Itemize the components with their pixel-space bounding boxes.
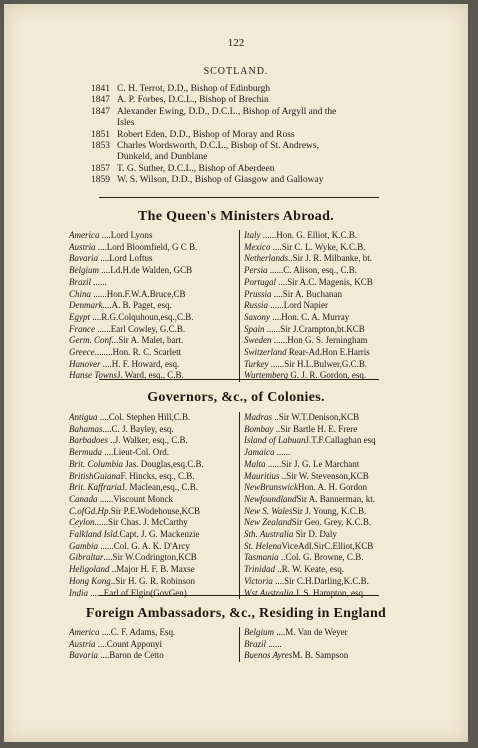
place-name: Hanse Towns — [69, 370, 117, 381]
bishop-name: Robert Eden, D.D., Bishop of Moray and Ross — [117, 129, 295, 140]
leader-dots: .... — [95, 241, 107, 252]
leader-dots: .... — [98, 253, 110, 264]
place-name: Turkey — [244, 358, 269, 369]
office-holder: Hon. R. C. Scarlett — [112, 347, 182, 358]
table-row — [69, 529, 236, 541]
table-row — [244, 517, 411, 529]
table-row — [244, 541, 411, 553]
table-row — [244, 347, 411, 359]
leader-dots: .... — [99, 627, 111, 637]
leader-dots: .... — [102, 447, 114, 458]
office-holder: Sir H. G. R. Robinson — [115, 575, 196, 586]
leader-dots: ...... — [266, 638, 282, 649]
table-row — [244, 335, 411, 347]
office-holder: R.G.Colquhoun,esq.,C.B. — [101, 311, 194, 322]
table-row — [69, 424, 236, 436]
place-name: BritishGuiana — [69, 470, 121, 481]
office-holder: C. Alison, esq., C.B. — [283, 265, 358, 276]
place-name: America — [69, 627, 100, 637]
table-row — [244, 265, 411, 277]
leader-dots: ...... — [91, 288, 107, 299]
office-holder: Hon. A. H. Gordon — [298, 482, 367, 493]
place-name: Hanover — [69, 358, 101, 369]
table-row — [69, 576, 236, 588]
place-name: Greece — [69, 347, 95, 358]
bishop-year: 1847 — [91, 95, 110, 106]
office-holder: Sir P.E.Wodehouse,KCB — [110, 505, 201, 516]
table-row — [69, 482, 236, 494]
bishop-entry — [91, 175, 391, 186]
table-row — [244, 506, 411, 518]
place-name: Brazil — [244, 638, 267, 649]
leader-dots: .... — [270, 311, 282, 322]
office-holder: Sir H.L.Bulwer,G.C.B. — [284, 358, 368, 369]
office-holder: H. F. Howard, esq. — [111, 358, 180, 369]
place-name: Hong Kong — [69, 575, 111, 586]
place-name: Belgium — [244, 627, 274, 637]
table-row — [244, 564, 411, 576]
office-holder: Hon G. S. Jerningham — [287, 335, 368, 346]
place-name: Barbadoes — [69, 435, 108, 446]
place-name: Island of Labuan — [244, 435, 306, 446]
bishop-year: 1841 — [91, 84, 110, 94]
leader-dots: .... — [90, 311, 102, 322]
leader-dots: .... — [98, 650, 110, 661]
bishop-year — [91, 118, 117, 129]
table-row — [244, 627, 411, 639]
table-row — [69, 347, 236, 359]
place-name: Tasmania — [244, 552, 279, 563]
table-row — [244, 639, 411, 651]
ambassadors-heading: Foreign Ambassadors, &c., Residing in England — [85, 606, 387, 621]
office-holder: Rear-Ad.Hon E.Harris — [288, 347, 370, 358]
office-holder: Sir W. Stevenson,KCB — [286, 470, 369, 481]
office-holder: Sir Chas. J. McCarthy — [108, 517, 188, 528]
table-row — [69, 230, 236, 242]
place-name: Brazil — [69, 276, 92, 287]
leader-dots: .... — [100, 358, 112, 369]
leader-dots: .. — [272, 412, 279, 422]
bishop-name: Alexander Ewing, D.D., D.C.L., Bishop of Argyll and the — [117, 106, 337, 117]
table-row — [69, 312, 236, 324]
place-name: Saxony — [244, 311, 270, 322]
bishop-entry — [91, 95, 391, 106]
bishop-entry — [91, 84, 391, 95]
bishop-name: Isles — [117, 118, 135, 129]
place-name: France — [69, 323, 95, 334]
office-holder: Sir J. G. Le Marchant — [281, 458, 360, 469]
place-name: Buenos Ayres — [244, 650, 293, 661]
place-name: Persia — [244, 265, 268, 276]
place-name: Sth. Australia — [244, 529, 294, 540]
office-holder: Lieut-Col. Ord. — [113, 447, 169, 458]
bishop-entry — [91, 164, 391, 175]
table-row — [69, 541, 236, 553]
place-name: India — [69, 587, 88, 598]
table-row — [244, 277, 411, 289]
place-name: New S. Wales — [244, 505, 293, 516]
leader-dots: .. — [113, 335, 119, 346]
table-row — [244, 529, 411, 541]
place-name: Bavaria — [69, 253, 98, 264]
place-name: Germ. Conf. — [69, 335, 114, 346]
leader-dots: .... — [270, 241, 282, 252]
office-holder: Sir J.Crampton,bt.KCB — [280, 323, 365, 334]
table-row — [244, 435, 411, 447]
book-page — [4, 4, 468, 742]
divider-rule — [99, 197, 379, 198]
table-row — [69, 277, 236, 289]
table-row — [69, 650, 236, 662]
bishop-entry — [91, 152, 391, 163]
table-row — [69, 447, 236, 459]
table-row — [69, 289, 236, 301]
bishop-entry — [91, 141, 391, 152]
place-name: Bahamas — [69, 423, 103, 434]
ministers-left-column — [69, 230, 239, 382]
place-name: Switzerland — [244, 347, 287, 358]
office-holder: Sir A.C. Magenis, KCB — [287, 276, 373, 287]
table-row — [244, 253, 411, 265]
table-row — [69, 639, 236, 651]
place-name: Wst.Australia — [244, 587, 294, 598]
table-row — [69, 494, 236, 506]
leader-dots: .... — [271, 288, 283, 299]
leader-dots: .... — [276, 276, 288, 287]
leader-dots: .. — [275, 564, 282, 575]
office-holder: J. S. Hampton, esq. — [295, 587, 366, 598]
leader-dots: .... — [99, 265, 111, 276]
table-row — [244, 494, 411, 506]
place-name: Brit. Kaffraria — [69, 482, 122, 493]
table-row — [69, 627, 236, 639]
office-holder: M. B. Sampson — [292, 650, 349, 661]
leader-dots: .... — [99, 230, 111, 240]
leader-dots: .... — [274, 627, 286, 637]
office-holder: Viscount Monck — [113, 493, 173, 504]
office-holder: J. Ward, esq., C.B. — [116, 370, 184, 381]
office-holder: Capt. J. G. Mackenzie — [119, 529, 200, 540]
leader-dots: ...... — [274, 447, 291, 458]
leader-dots: ...... — [97, 493, 114, 504]
office-holder: Sir Geo. Grey, K.C.B. — [291, 517, 372, 528]
ambassadors-right-column — [239, 627, 411, 662]
leader-dots: ...... — [91, 276, 107, 287]
place-name: Trinidad — [244, 564, 276, 575]
place-name: Bombay — [244, 423, 274, 434]
office-holder: A. B. Paget, esq. — [111, 300, 172, 311]
office-holder: Count Apponyi — [106, 638, 163, 649]
table-row — [244, 447, 411, 459]
place-name: St. Helena — [244, 540, 282, 551]
place-name: Malta — [244, 458, 266, 469]
table-row — [244, 424, 411, 436]
office-holder: Sir W.T.Denison,KCB — [278, 412, 360, 422]
leader-dots: ...... — [88, 587, 104, 598]
office-holder: Sir A. Buchanan — [282, 288, 343, 299]
page-number: 122 — [227, 37, 245, 49]
office-holder: J. Walker, esq., C.B. — [114, 435, 188, 446]
office-holder: Col. G. Browne, C.B. — [285, 552, 364, 563]
table-row — [69, 324, 236, 336]
leader-dots: .. — [273, 423, 281, 434]
table-row — [244, 650, 411, 662]
place-name: Italy — [244, 230, 261, 240]
office-holder: Sir Bartle H. E. Frere — [280, 423, 358, 434]
table-row — [244, 359, 411, 371]
leader-dots: .... — [102, 423, 112, 434]
leader-dots: ........ — [94, 347, 113, 358]
divider-rule — [99, 595, 379, 596]
leader-dots: .... — [95, 638, 107, 649]
table-row — [244, 552, 411, 564]
office-holder: M. Van de Weyer — [285, 627, 348, 637]
ambassadors-left-column — [69, 627, 239, 662]
table-row — [244, 312, 411, 324]
leader-dots: .. — [110, 575, 116, 586]
governors-left-column — [69, 412, 239, 599]
office-holder: Sir C. L. Wyke, K.C.B. — [281, 241, 366, 252]
leader-dots: .... — [272, 575, 285, 586]
place-name: Gibraltar — [69, 552, 104, 563]
table-row — [69, 552, 236, 564]
place-name: Russia — [244, 300, 269, 311]
bishop-year: 1857 — [91, 163, 110, 174]
place-name: America — [69, 230, 100, 240]
place-name: Egypt — [69, 311, 90, 322]
table-row — [69, 253, 236, 265]
office-holder: Earl of Elgin(GovGen) — [103, 587, 187, 598]
table-row — [244, 289, 411, 301]
bishop-year: 1847 — [91, 106, 110, 117]
office-holder: ViceAdl.SirC.Elliot,KCB — [281, 540, 374, 551]
table-row — [69, 471, 236, 483]
leader-dots: .... — [103, 552, 113, 563]
office-holder: Lord Bloomfield, G C B. — [106, 241, 198, 252]
office-holder: Earl Cowley, G.C.B. — [110, 323, 186, 334]
bishop-year: 1851 — [91, 129, 110, 140]
place-name: C.ofGd.Hp. — [69, 505, 111, 516]
place-name: Gambia — [69, 540, 98, 551]
leader-dots: ...... — [268, 358, 285, 369]
office-holder: Ld.H.de Walden, GCB — [110, 265, 193, 276]
table-row — [69, 517, 236, 529]
place-name: Madras — [244, 412, 273, 422]
place-name: Bavaria — [69, 650, 98, 661]
bishop-name: Dunkeld, and Dunblane — [117, 152, 208, 163]
place-name: Wurtemberg — [244, 370, 289, 381]
ministers-table — [69, 230, 411, 382]
leader-dots: ...... — [268, 300, 284, 311]
table-row — [244, 412, 411, 424]
governors-heading: Governors, &c., of Colonies. — [147, 390, 325, 405]
office-holder: Hon. C. A. Murray — [281, 311, 350, 322]
office-holder: Col. G. A. K. D'Arcy — [113, 540, 190, 551]
leader-dots: .. — [108, 435, 115, 446]
leader-dots: ...... — [267, 265, 284, 276]
place-name: Mauritius — [244, 470, 280, 481]
place-name: Bermuda — [69, 447, 102, 458]
place-name: Victoria — [244, 575, 273, 586]
office-holder: G. J. R. Gordon, esq. — [290, 370, 367, 381]
place-name: Netherlands — [244, 253, 288, 264]
office-holder: J.T.F.Callaghan esq — [305, 435, 376, 446]
office-holder: Sir J. Young, K.C.B. — [292, 505, 367, 516]
table-row — [69, 412, 236, 424]
place-name: Belgium — [69, 265, 99, 276]
divider-rule — [99, 379, 379, 380]
table-row — [69, 335, 236, 347]
place-name: Jamaica — [244, 447, 275, 458]
office-holder: C. J. Bayley, esq. — [111, 423, 174, 434]
table-row — [69, 564, 236, 576]
bishop-name: W. S. Wilson, D.D., Bishop of Glasgow and Galloway — [117, 175, 324, 186]
bishop-name: Charles Wordsworth, D.C.L., Bishop of St. Andrews, — [117, 141, 319, 152]
office-holder: J. Maclean,esq., C.B. — [121, 482, 199, 493]
office-holder: Hon. G. Elliot, K.C.B. — [276, 230, 358, 240]
table-row — [69, 459, 236, 471]
bishop-name: T. G. Suther, D.C.L., Bishop of Aberdeen — [117, 163, 275, 174]
office-holder: Baron de Cetto — [109, 650, 164, 661]
ambassadors-table — [69, 627, 411, 662]
leader-dots: .. — [288, 253, 293, 264]
table-row — [69, 370, 236, 382]
table-row — [244, 324, 411, 336]
place-name: Canada — [69, 493, 98, 504]
bishop-year — [91, 152, 117, 163]
governors-right-column — [239, 412, 411, 599]
bishop-entry — [91, 118, 391, 129]
table-row — [244, 482, 411, 494]
place-name: Brit. Columbia — [69, 458, 124, 469]
leader-dots: ...... — [94, 517, 108, 528]
bishop-name: C. H. Terrot, D.D., Bishop of Edinburgh — [117, 84, 271, 94]
place-name: Austria — [69, 638, 96, 649]
office-holder: C. F. Adams, Esq. — [110, 627, 176, 637]
place-name: Falkland Isld. — [69, 529, 120, 540]
table-row — [69, 588, 236, 600]
leader-dots: ...... — [264, 323, 281, 334]
place-name: Antigua — [69, 412, 98, 422]
leader-dots: ...... — [265, 458, 282, 469]
table-row — [244, 588, 411, 600]
leader-dots: .. — [109, 564, 117, 575]
office-holder: Lord Lyons — [110, 230, 153, 240]
bishop-name: A. P. Forbes, D.C.L., Bishop of Brechin — [117, 95, 269, 106]
place-name: Heligoland — [69, 564, 110, 575]
leader-dots: .... — [102, 300, 112, 311]
table-row — [69, 359, 236, 371]
office-holder: Hon.F.W.A.Bruce,CB — [106, 288, 186, 299]
office-holder: R. W. Keate, esq. — [281, 564, 345, 575]
bishops-list — [91, 84, 391, 187]
office-holder: Sir J. R. Milbanke, bt. — [292, 253, 373, 264]
bishop-entry — [91, 130, 391, 141]
place-name: Mexico — [244, 241, 271, 252]
place-name: Prussia — [244, 288, 272, 299]
table-row — [244, 242, 411, 254]
place-name: NewBrunswick — [244, 482, 298, 493]
office-holder: Lord Loftus — [109, 253, 153, 264]
table-row — [69, 242, 236, 254]
leader-dots: .... — [97, 412, 109, 422]
governors-table — [69, 412, 411, 599]
bishop-entry — [91, 107, 391, 118]
table-row — [69, 300, 236, 312]
place-name: Austria — [69, 241, 96, 252]
section-title: SCOTLAND. — [203, 66, 269, 77]
table-row — [244, 300, 411, 312]
bishop-year: 1853 — [91, 141, 110, 152]
leader-dots: ...... — [95, 323, 111, 334]
place-name: New Zealand — [244, 517, 292, 528]
place-name: Portugal — [244, 276, 277, 287]
place-name: Sweden — [244, 335, 272, 346]
bishop-year: 1859 — [91, 175, 110, 186]
leader-dots: .. — [278, 552, 286, 563]
table-row — [244, 370, 411, 382]
table-row — [69, 265, 236, 277]
table-row — [244, 471, 411, 483]
table-row — [244, 230, 411, 242]
leader-dots: ...... — [98, 540, 114, 551]
table-row — [69, 435, 236, 447]
place-name: China — [69, 288, 92, 299]
place-name: Ceylon — [69, 517, 95, 528]
office-holder: F. Hincks, esq., C.B. — [120, 470, 195, 481]
place-name: Denmark — [69, 300, 103, 311]
office-holder: Jas. Douglas,esq.C.B. — [125, 458, 204, 469]
office-holder: Sir A. Malet, bart. — [118, 335, 184, 346]
table-row — [244, 459, 411, 471]
office-holder: Major H. F. B. Maxse — [116, 564, 195, 575]
office-holder: Lord Napier — [283, 300, 328, 311]
leader-dots: ...... — [271, 335, 288, 346]
office-holder: Sir D. Daly — [295, 529, 337, 540]
office-holder: Sir W.Codrington,KCB — [112, 552, 197, 563]
office-holder: Sir A. Bannerman, kt. — [296, 493, 376, 504]
leader-dots: .. — [279, 470, 287, 481]
ministers-right-column — [239, 230, 411, 382]
table-row — [244, 576, 411, 588]
table-row — [69, 506, 236, 518]
leader-dots: ...... — [260, 230, 277, 240]
office-holder: Sir C.H.Darling,K.C.B. — [284, 575, 369, 586]
place-name: Newfoundland — [244, 493, 297, 504]
ministers-heading: The Queen's Ministers Abroad. — [138, 209, 334, 224]
place-name: Spain — [244, 323, 265, 334]
office-holder: Col. Stephen Hill,C.B. — [108, 412, 191, 422]
